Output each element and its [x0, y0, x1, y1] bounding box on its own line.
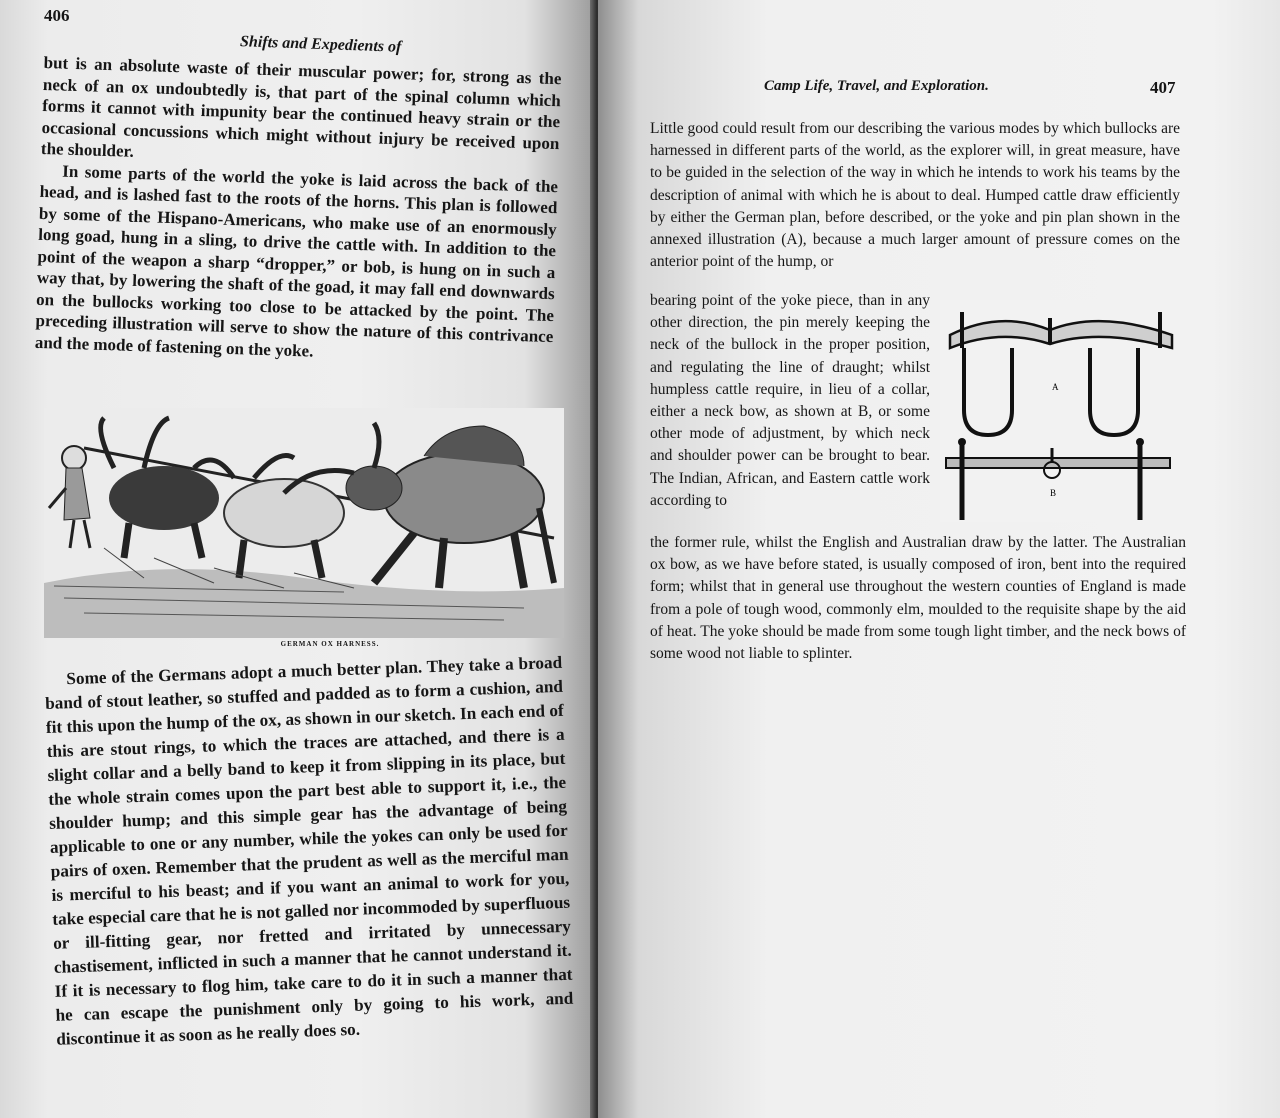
left-text-upper: [35, 52, 562, 369]
paragraph: In some parts of the world the yoke is laid across the back of the head, and is lashed fast to the roots of the horns. This plan is followed by some of the Hispano-Americans, who make use of an enormously long goad, hung in a sling, to drive the cattle with. In addition to the point of the weapon a sharp “dropper,” or bob, is hung on in such a way that, by lowering the shaft of the goad, it may fall end downwards on the bullocks working too close to be attacked by the point. The preceding illustration will serve to show the nature of this contrivance and the mode of fastening on the yoke.: [34, 161, 559, 361]
left-text-lower: [44, 651, 574, 1052]
paragraph: Some of the Germans adopt a much better plan. They take a broad band of stout leather, so stuffed and padded as to form a cushion, and fit this upon the hump of the ox, as shown in our sketch. In each end of this are stout rings, to which the traces are attached, and there is a slight collar and a belly band to keep it from slipping in its place, but the whole strain comes upon the part best able to support it, i.e., the shoulder hump; and this simple gear has the advantage of being applicable to one or any number, while the yokes can only be used for pairs of oxen. Remember that the prudent as well as the merciful man is merciful to his beast; and if you want an animal to work for you, take especial care that he is not galled nor incommoded by superfluous or ill-fitting gear, nor fretted and irritated by unnecessary chastisement, inflicted in such a manner that he cannot understand it. If it is necessary to flog him, take care to do it in such a manner that he can escape the punishment only by going to his work, and discontinue it as soon as he really does so.: [44, 652, 574, 1049]
figure-label-a: A: [1052, 382, 1059, 392]
figure-label-b: B: [1050, 488, 1057, 498]
paragraph: but is an absolute waste of their muscular power; for, strong as the neck of an ox undoubtedly is, that part of the spinal column which forms it cannot with impunity bear the continued heavy strain or the occasional concussions which might without injury be received upon the shoulder.: [40, 52, 562, 161]
running-head-right: Camp Life, Travel, and Exploration.: [764, 78, 989, 94]
right-page: [598, 0, 1280, 1118]
left-page: [0, 0, 596, 1118]
german-ox-harness-illustration: [44, 408, 564, 638]
running-head-left: Shifts and Expedients of: [239, 33, 402, 56]
paragraph: the former rule, whilst the English and Australian draw by the latter. The Australian ox bow, as we have before stated, is usually composed of iron, bent into the required form; whilst that in general use throughout the western counties of England is made from a pole of tough wood, commonly elm, moulded to the requisite shape by the aid of heat. The yoke should be made from some tough light timber, and the neck bows of some wood not liable to splinter.: [650, 534, 1186, 663]
right-text-beside-figure: [650, 290, 930, 512]
page-number-left: 406: [44, 6, 70, 25]
yoke-and-neck-bow-diagram: [940, 300, 1180, 522]
figure-caption: GERMAN OX HARNESS.: [280, 640, 380, 648]
paragraph: bearing point of the yoke piece, than in any other direction, the pin merely keeping the neck of the bullock in the proper position, and regulating the line of draught; whilst humpless cattle require, in lieu of a collar, either a neck bow, as shown at B, or some other mode of adjustment, by which neck and shoulder power can be brought to bear. The Indian, African, and Eastern cattle work according to: [650, 292, 930, 509]
right-text-top: [650, 118, 1180, 273]
page-number-right: 407: [1150, 78, 1176, 97]
right-text-bottom: [650, 532, 1186, 665]
paragraph: Little good could result from our describing the various modes by which bullocks are harnessed in different parts of the world, as the explorer will, in great measure, have to be guided in the selection of the way in which he intends to work his teams by the description of animal with which he is about to deal. Humped cattle draw efficiently by either the German plan, before described, or the yoke and pin plan shown in the annexed illustration (A), because a much larger amount of pressure comes on the anterior point of the hump, or: [650, 120, 1180, 271]
